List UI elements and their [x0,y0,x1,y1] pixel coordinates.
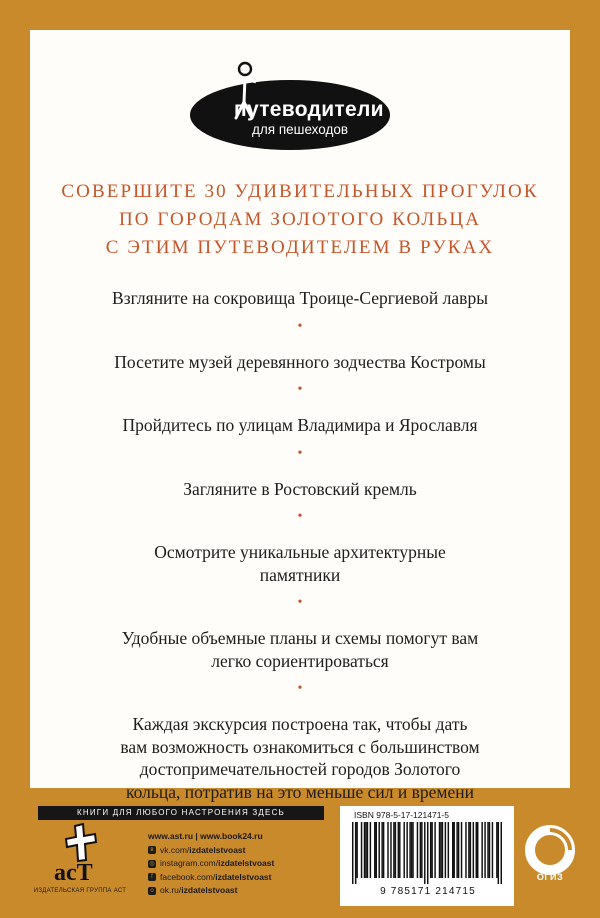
barcode-bar [468,822,469,878]
facebook-icon: f [148,873,156,881]
social-handle: izdatelstvoast [181,885,238,895]
social-link[interactable] [148,884,274,898]
feature-line: памятники [259,564,341,585]
logo-title: путеводители [234,98,384,121]
barcode-bar [442,822,443,878]
barcode-bar [398,822,399,878]
feature-line: легко сориентироваться [211,650,389,671]
barcode-bar [448,822,449,878]
barcode-bar [453,822,454,878]
barcode-bar [476,822,477,878]
barcode-bar [465,822,466,878]
barcode-bar [390,822,391,878]
feature-item [30,414,570,437]
barcode-bar [403,822,404,878]
feature-item [30,478,570,501]
bullet-separator: • [297,595,303,610]
barcode-bar [484,822,485,878]
barcode-bar [376,822,377,878]
barcode [352,822,502,884]
barcode-bar [370,822,371,878]
instagram-icon: ◎ [149,860,155,867]
bullet-separator: • [297,318,303,334]
barcode-bar [395,822,396,878]
barcode-bar [496,822,497,878]
barcode-bar [434,822,435,878]
feature-line: Пройдитесь по улицам Владимира и Ярославля [122,415,478,435]
social-link[interactable] [148,844,274,858]
vk-icon: в [148,846,156,854]
feature-line: вам возможность ознакомиться с большинством [120,736,480,757]
barcode-bar [406,822,407,878]
ogiz-logo [522,822,578,902]
social-prefix: instagram.com/ [160,858,219,868]
barcode-bar [374,822,375,878]
headline-line: ПО ГОРОДАМ ЗОЛОТОГО КОЛЬЦА [118,209,482,230]
barcode-bar [361,822,362,878]
barcode-bar [498,822,499,884]
barcode-bar [430,822,431,878]
barcode-bar [393,822,394,878]
barcode-bar [492,822,493,878]
feature-line: кольца, потратив на это меньше сил и времени [126,781,474,802]
barcode-bar [383,822,384,878]
barcode-bar [427,822,428,884]
barcode-bar [473,822,474,878]
barcode-bar [411,822,412,878]
tagline-bar [38,806,324,820]
barcode-bar [477,822,478,878]
social-prefix: ok.ru/ [160,885,182,895]
headline [30,178,570,262]
ogiz-label: ОГИЗ [536,872,564,882]
barcode-bar [452,822,453,878]
feature-list [30,287,570,803]
barcode-bar [417,822,418,878]
barcode-bar [356,822,357,878]
logo-subtitle: для пешеходов [252,122,349,137]
barcode-bar [409,822,410,878]
barcode-bar [387,822,388,878]
barcode-bar [399,822,400,878]
feature-line: Взгляните на сокровища Троице-Сергиевой лавры [112,288,488,308]
bullet-separator: • [297,681,303,696]
social-link[interactable] [148,871,274,885]
barcode-digits: 9 785171 214715 [380,886,476,897]
barcode-box [340,806,514,906]
barcode-bar [431,822,432,878]
barcode-bar [421,822,422,878]
barcode-bar [420,822,421,878]
social-list [148,844,274,898]
websites-text: www.ast.ru | www.book24.ru [148,831,263,841]
publisher-name: ИЗДАТЕЛЬСКАЯ ГРУППА АСТ [33,888,127,894]
odnoklassniki-icon: о [148,887,156,895]
barcode-bar [440,822,441,878]
barcode-bar [501,822,502,884]
barcode-bar [364,822,365,878]
social-handle: izdatelstvoast [218,858,275,868]
barcode-bar [365,822,366,878]
social-handle: izdatelstvoast [215,871,272,882]
feature-item [30,541,570,586]
barcode-bar [355,822,356,884]
barcode-bar [439,822,440,878]
barcode-bar [381,822,382,878]
headline-line: С ЭТИМ ПУТЕВОДИТЕЛЕМ В РУКАХ [105,237,495,258]
isbn: ISBN 978-5-17-121471-5 [354,810,449,820]
social-prefix: vk.com/ [160,844,190,855]
ast-logo-text: acT [54,860,93,886]
social-handle: izdatelstvoast [189,844,246,855]
feature-line: Осмотрите уникальные архитектурные [154,542,446,562]
barcode-bar [487,822,488,878]
feature-line: достопримечательностей городов Золотого [139,759,461,779]
tagline: КНИГИ ДЛЯ ЛЮБОГО НАСТРОЕНИЯ ЗДЕСЬ [77,808,285,817]
social-prefix: facebook.com/ [160,871,216,882]
bullet-separator: • [297,382,303,397]
barcode-bar [489,822,490,878]
barcode-bar [378,822,379,878]
barcode-bar [424,822,425,884]
series-logo [190,60,390,156]
contacts [148,830,274,898]
barcode-bar [456,822,457,878]
feature-item [30,287,570,310]
ogiz-ring-icon [522,822,578,878]
feature-item [30,627,570,672]
headline-line: СОВЕРШИТЕ 30 УДИВИТЕЛЬНЫХ ПРОГУЛОК [61,181,539,202]
barcode-bar [458,822,459,878]
feature-item [30,351,570,374]
barcode-bar [352,822,353,884]
feature-line: Загляните в Ростовский кремль [183,478,417,499]
barcode-bar [412,822,413,878]
bullet-separator: • [297,445,303,461]
footer [0,788,600,918]
barcode-bar [470,822,471,878]
barcode-bar [367,822,368,878]
bullet-separator: • [297,509,303,524]
social-link[interactable] [148,857,274,871]
ast-logo [45,820,115,888]
feature-line: Каждая экскурсия построена так, чтобы дать [132,714,468,734]
feature-line: Посетите музей деревянного зодчества Костромы [114,351,486,372]
barcode-bar [481,822,482,878]
barcode-bar [461,822,462,878]
websites [148,830,274,844]
barcode-bar [445,822,446,878]
feature-line: Удобные объемные планы и схемы помогут вам [121,628,479,648]
